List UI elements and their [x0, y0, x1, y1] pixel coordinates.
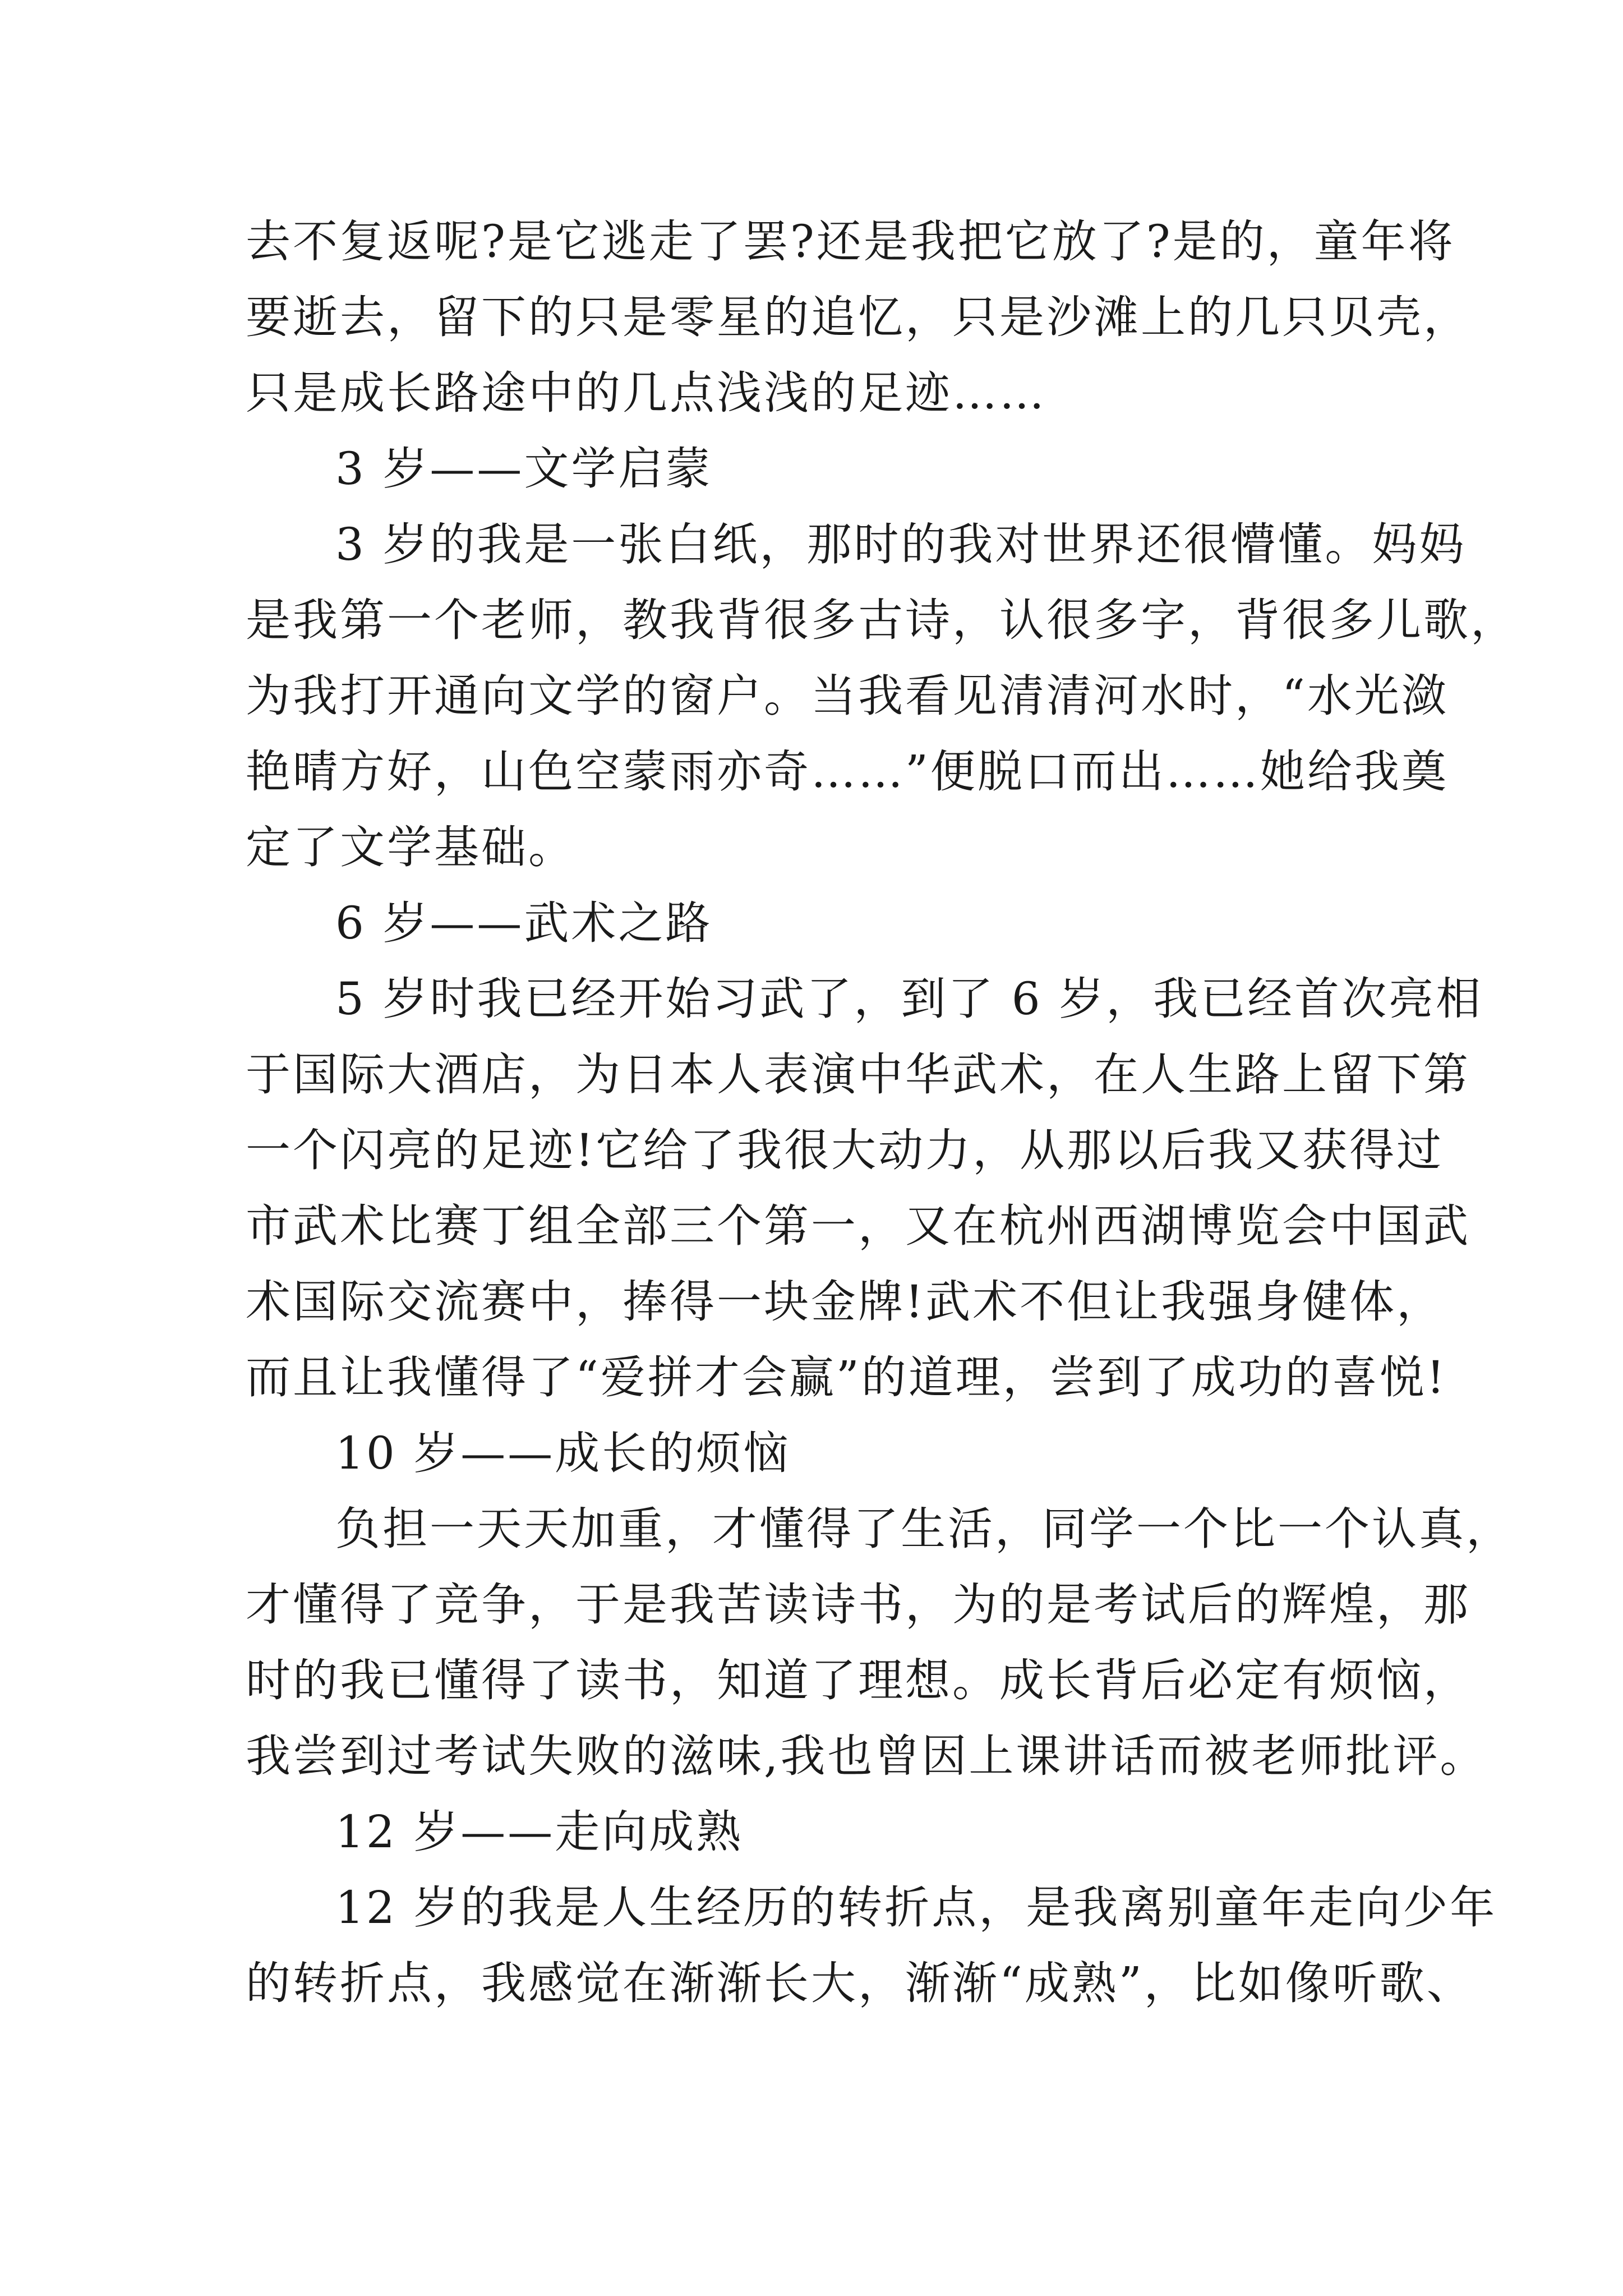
text-line: 我尝到过考试失败的滋味,我也曾因上课讲话而被老师批评。: [246, 1730, 1487, 1782]
text-line: 才懂得了竞争，于是我苦读诗书，为的是考试后的辉煌，那: [246, 1579, 1470, 1631]
section-heading: 3 岁——文学启蒙: [335, 443, 713, 495]
section-heading: 6 岁——武术之路: [335, 897, 713, 949]
text-line: 市武术比赛丁组全部三个第一，又在杭州西湖博览会中国武: [246, 1200, 1470, 1252]
paragraph-start-line: 3 岁的我是一张白纸，那时的我对世界还很懵懂。妈妈: [335, 518, 1467, 570]
text-line: 的转折点，我感觉在渐渐长大，渐渐“成熟”，比如像听歌、: [246, 1957, 1474, 2009]
paragraph-start-line: 负担一天天加重，才懂得了生活，同学一个比一个认真，: [335, 1503, 1513, 1555]
text-line: 定了文学基础。: [246, 821, 575, 873]
section-heading: 10 岁——成长的烦恼: [335, 1427, 791, 1479]
text-line: 一个闪亮的足迹!它给了我很大动力，从那以后我又获得过: [246, 1124, 1444, 1176]
text-line: 艳晴方好，山色空蒙雨亦奇……”便脱口而出……她给我奠: [246, 746, 1449, 798]
text-line: 为我打开通向文学的窗户。当我看见清清河水时，“水光潋: [246, 670, 1449, 722]
text-line: 去不复返呢?是它逃走了罢?还是我把它放了?是的，童年将: [246, 215, 1455, 268]
text-line: 要逝去，留下的只是零星的追忆，只是沙滩上的几只贝壳，: [246, 291, 1470, 343]
text-line: 于国际大酒店，为日本人表演中华武术，在人生路上留下第: [246, 1048, 1470, 1101]
paragraph-start-line: 5 岁时我已经开始习武了，到了 6 岁，我已经首次亮相: [335, 973, 1483, 1025]
text-line: 是我第一个老师，教我背很多古诗，认很多字，背很多儿歌，: [246, 594, 1518, 646]
text-line: 术国际交流赛中，捧得一块金牌!武术不但让我强身健体，: [246, 1276, 1444, 1328]
paragraph-start-line: 12 岁的我是人生经历的转折点，是我离别童年走向少年: [335, 1881, 1497, 1934]
section-heading: 12 岁——走向成熟: [335, 1806, 744, 1858]
text-line: 而且让我懂得了“爱拼才会赢”的道理，尝到了成功的喜悦!: [246, 1351, 1447, 1404]
text-line: 时的我已懂得了读书，知道了理想。成长背后必定有烦恼，: [246, 1654, 1470, 1706]
document-body: [246, 204, 1518, 2021]
text-line: 只是成长路途中的几点浅浅的足迹……: [246, 367, 1046, 419]
